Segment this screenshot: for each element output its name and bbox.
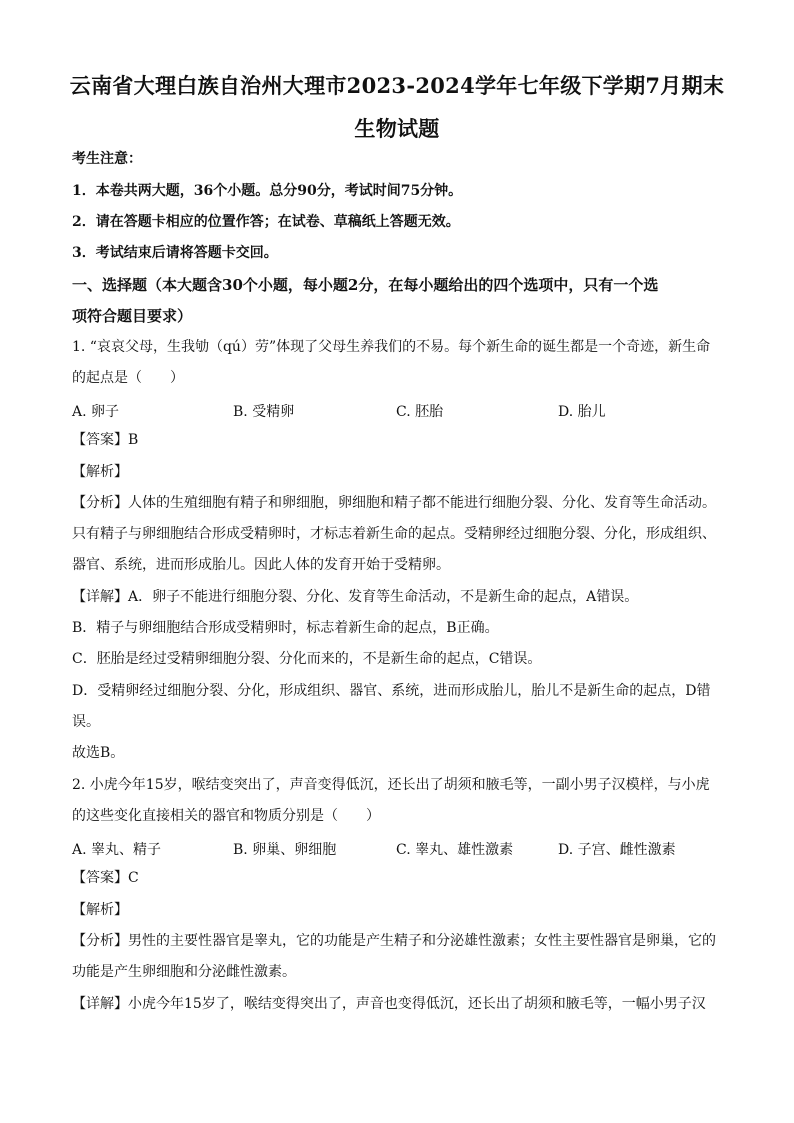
question-1-stem: 1. “哀哀父母，生我劬（qú）劳”体现了父母生养我们的不易。每个新生命的诞生都是一个奇迹，新生命	[72, 339, 711, 355]
question-2-analysis-line: 功能是产生卵细胞和分泌雌性激素。	[72, 964, 296, 980]
question-1-analysis-line: 器官、系统，进而形成胎儿。因此人体的发育开始于受精卵。	[72, 557, 450, 573]
question-1-analysis-line: 只有精子与卵细胞结合形成受精卵时，才标志着新生命的起点。受精卵经过细胞分裂、分化，形成组织、	[72, 526, 716, 542]
question-1-answer: 【答案】B	[72, 432, 139, 448]
question-2-analysis-line: 【分析】男性的主要性器官是睾丸，它的功能是产生精子和分泌雄性激素；女性主要性器官是卵巢，它的	[72, 933, 716, 949]
question-2-answer: 【答案】C	[72, 870, 139, 886]
notice-item: 1．本卷共两大题，36个小题。总分90分，考试时间75分钟。	[72, 183, 463, 199]
notice-item: 2．请在答题卡相应的位置作答；在试卷、草稿纸上答题无效。	[72, 214, 460, 230]
question-1-detail-line: B．精子与卵细胞结合形成受精卵时，标志着新生命的起点，B正确。	[72, 620, 499, 636]
question-2-stem-continued: 的这些变化直接相关的器官和物质分别是（ ）	[72, 808, 380, 824]
question-1-detail-line: D．受精卵经过细胞分裂、分化，形成组织、器官、系统，进而形成胎儿，胎儿不是新生命的起点，D错	[72, 683, 711, 699]
question-1-detail-line: C．胚胎是经过受精卵细胞分裂、分化而来的，不是新生命的起点，C错误。	[72, 651, 542, 667]
document-title-line-1: 云南省大理白族自治州大理市2023-2024学年七年级下学期7月期末	[69, 73, 725, 98]
question-2-analysis-label: 【解析】	[72, 902, 128, 918]
question-2-detail-line: 【详解】小虎今年15岁了，喉结变得突出了，声音也变得低沉，还长出了胡须和腋毛等，一幅小男子汉	[72, 996, 706, 1012]
question-1-stem-continued: 的起点是（ ）	[72, 370, 184, 386]
document-title-line-2: 生物试题	[354, 116, 440, 141]
section-heading: 一、选择题（本大题含30个小题，每小题2分，在每小题给出的四个选项中，只有一个选	[72, 276, 659, 294]
question-1-option-a: A. 卵子	[72, 404, 120, 420]
question-2-option-a: A. 睾丸、精子	[72, 842, 162, 858]
question-1-analysis-label: 【解析】	[72, 464, 128, 480]
question-1-detail-line: 误。	[72, 714, 100, 730]
notice-item: 3．考试结束后请将答题卡交回。	[72, 245, 278, 261]
question-2-option-d: D. 子宫、雌性激素	[558, 842, 676, 858]
question-1-analysis-line: 【分析】人体的生殖细胞有精子和卵细胞，卵细胞和精子都不能进行细胞分裂、分化、发育等生命活动。	[72, 495, 716, 511]
question-2-stem: 2. 小虎今年15岁，喉结变突出了，声音变得低沉，还长出了胡须和腋毛等，一副小男子汉模样，与小虎	[72, 777, 710, 793]
notice-heading: 考生注意：	[72, 151, 142, 167]
question-1-detail-line: 【详解】A．卵子不能进行细胞分裂、分化、发育等生命活动，不是新生命的起点，A错误。	[72, 589, 639, 605]
question-1-option-d: D. 胎儿	[558, 404, 606, 420]
question-2-option-c: C. 睾丸、雄性激素	[396, 842, 514, 858]
question-1-conclusion: 故选B。	[72, 745, 125, 761]
question-2-option-b: B. 卵巢、卵细胞	[233, 842, 337, 858]
section-heading-continued: 项符合题目要求）	[72, 307, 193, 325]
question-1-option-c: C. 胚胎	[396, 404, 444, 420]
question-1-option-b: B. 受精卵	[233, 404, 295, 420]
